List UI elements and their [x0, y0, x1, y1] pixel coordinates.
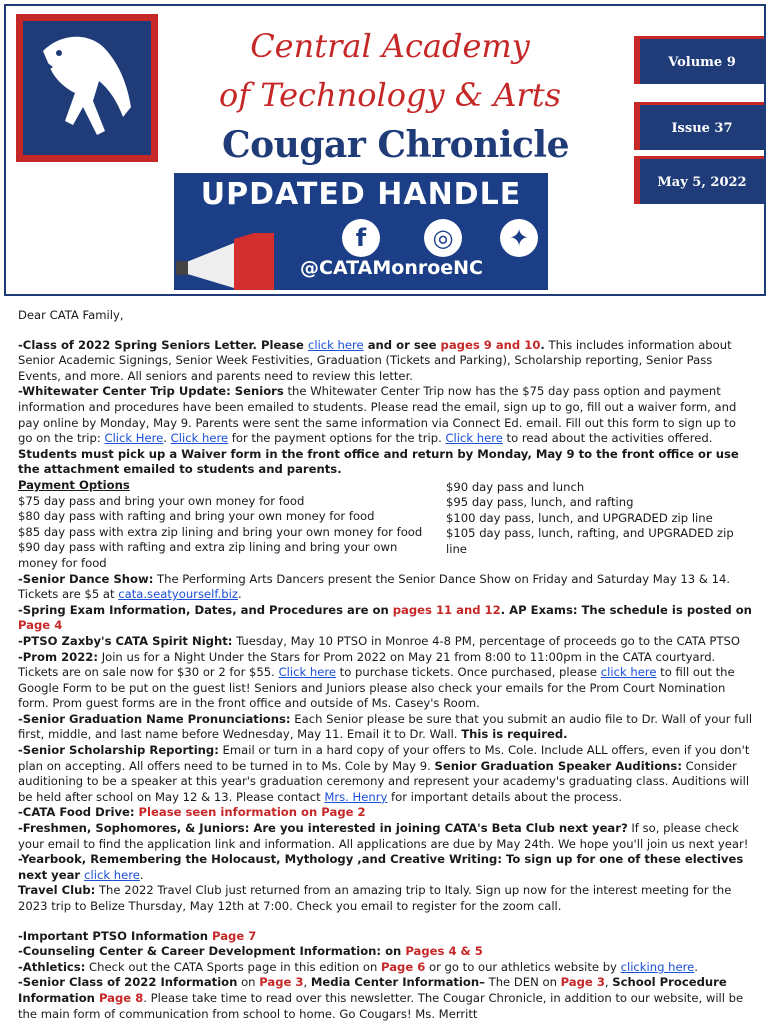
title-line-2: of Technology & Arts	[218, 76, 562, 114]
greeting: Dear CATA Family,	[18, 308, 124, 322]
payment-option: $85 day pass with extra zip lining and bring your own money for food	[18, 524, 423, 539]
electives-link[interactable]: click here	[84, 867, 140, 882]
scholarship-reporting: -Senior Scholarship Reporting: Email or turn in a hard copy of your offers to Ms. Cole. Include ALL offers, even if you don't plan on accepting. All offers need to be turned in to Ms. Cole by May 9. Senior Graduation Speaker Auditions: Consider auditioning to be a speaker at this year's graduation ceremony and represent your academy's graduating class. Auditions will be held after school on May 12 & 13. Please contact Mrs. Henry for important details about the process.	[18, 743, 750, 804]
payment-options-right	[446, 480, 754, 558]
beta-club: -Freshmen, Sophomores, & Juniors: Are you interested in joining CATA's Beta Club next year? If so, please check your email to find the application link and information. All applications are due by May 24th. We hope you'll join us next year!	[18, 821, 749, 851]
athletics-link[interactable]: clicking here	[620, 959, 695, 974]
whitewater-payment-link[interactable]: Click here	[170, 431, 229, 446]
senior-dance-show: -Senior Dance Show: The Performing Arts Dancers present the Senior Dance Show on Friday and Saturday May 13 & 14. Tickets are $5 at cata.seatyourself.biz.	[18, 571, 731, 602]
whitewater-update: -Whitewater Center Trip Update: Seniors the Whitewater Center Trip now has the $75 day pass option and payment information and procedures have been emailed to students. Please read the email, sign up to go, fill out a waiver form, and pay online by Monday, May 9. Parents were sent the same information via Connect Ed. email. Fill out this form to sign up to go on the trip: Click Here. Click here for the payment options for the trip. Click here to read about the activities offered. Students must pick up a Waiver form in the front office and return by Monday, May 9 to the front office or use the attachment emailed to students and parents.	[18, 384, 739, 477]
prom-form-link[interactable]: click here	[600, 665, 657, 680]
payment-option: $95 day pass, lunch, and rafting	[446, 495, 634, 510]
payment-option: $90 day pass with rafting and extra zip lining and bring your own money for food	[18, 540, 398, 570]
payment-option: $105 day pass, lunch, rafting, and UPGRADED zip line	[446, 526, 734, 556]
prom-tickets-link[interactable]: Click here	[278, 665, 336, 680]
ptso-info: -Important PTSO Information Page 7	[18, 928, 257, 943]
cougar-icon	[23, 21, 151, 155]
prom-2022: -Prom 2022: Join us for a Night Under the Stars for Prom 2022 on May 21 from 8:00 to 11:00pm in the CATA courtyard. Tickets are on sale now for $30 or 2 for $55. Click here to purchase tickets. Once purchased, please click here to fill out the Google Form to be put on the guest list! Seniors and Juniors please also check your emails for the Prom Court Nomination form. Prom guest forms are in the front office and outside of Ms. Casey's Room.	[18, 649, 735, 711]
payment-option: $100 day pass, lunch, and UPGRADED zip line	[446, 510, 713, 525]
electives-signup: -Yearbook, Remembering the Holocaust, Mythology ,and Creative Writing: To sign up for one of these electives next year click here.	[18, 852, 744, 882]
spring-exams: -Spring Exam Information, Dates, and Procedures are on pages 11 and 12. AP Exams: The schedule is posted on Page 4	[18, 602, 752, 633]
name-pronunciations: -Senior Graduation Name Pronunciations: Each Senior please be sure that you submit an audio file to Dr. Wall of your full first, middle, and last name before Wednesday, May 11. Email it to Dr. Wall. This is required.	[18, 711, 753, 742]
seniors-letter-link[interactable]: click here	[307, 337, 364, 352]
updated-handle-banner	[174, 173, 548, 290]
volume-badge: Volume 9	[634, 36, 764, 84]
payment-options-heading: Payment Options	[18, 477, 130, 492]
instagram-icon: ◎	[424, 219, 462, 257]
cougar-logo	[16, 14, 158, 162]
counseling-info: -Counseling Center & Career Development Information: on Pages 4 & 5	[18, 944, 483, 959]
issue-badge: Issue 37	[634, 102, 764, 150]
payment-option: $75 day pass and bring your own money for food	[18, 493, 305, 508]
payment-option: $80 day pass with rafting and bring your own money for food	[18, 509, 375, 524]
newsletter-name: Cougar Chronicle	[222, 124, 569, 166]
athletics-info: -Athletics: Check out the CATA Sports page in this edition on Page 6 or go to our athletics website by clicking here.	[18, 959, 698, 974]
newsletter-body	[18, 308, 754, 1022]
social-handle: @CATAMonroeNC	[300, 257, 484, 279]
date-badge: May 5, 2022	[634, 156, 764, 204]
closing-note: -Senior Class of 2022 Information on Page 3, Media Center Information– The DEN on Page 3, School Procedure Information Page 8. Please take time to read over this newsletter. The Cougar Chronicle, in addition to our website, will be the main form of communication from school to home. Go Cougars! Ms. Merritt	[18, 975, 744, 1021]
banner-heading: UPDATED HANDLE	[200, 177, 522, 212]
megaphone-icon	[174, 233, 304, 290]
tickets-link[interactable]: cata.seatyourself.biz	[118, 587, 238, 602]
ptso-spirit-night: -PTSO Zaxby's CATA Spirit Night: Tuesday, May 10 PTSO in Monroe 4-8 PM, percentage of proceeds go to the CATA PTSO	[18, 633, 740, 648]
mrs-henry-link[interactable]: Mrs. Henry	[324, 789, 388, 804]
payment-option: $90 day pass and lunch	[446, 479, 585, 494]
travel-club: Travel Club: The 2022 Travel Club just returned from an amazing trip to Italy. Sign up now for the interest meeting for the 2023 trip to Belize Thursday, May 12th at 7:00. Check you email to register for the zoom call.	[18, 883, 732, 913]
facebook-icon: f	[342, 219, 380, 257]
title-line-1: Central Academy	[250, 27, 530, 65]
seniors-letter: -Class of 2022 Spring Seniors Letter. Please click here and or see pages 9 and 10. This includes information about Senior Academic Signings, Senior Week Festivities, Graduation (Tickets and Parking), Scholarship reporting, Senior Pass Events, and more. All seniors and parents need to review this letter.	[18, 337, 732, 383]
payment-options-left	[18, 494, 438, 572]
whitewater-activities-link[interactable]: Click here	[445, 431, 503, 446]
whitewater-signup-link[interactable]: Click Here	[104, 431, 164, 446]
food-drive: -CATA Food Drive: Please seen information on Page 2	[18, 805, 366, 820]
twitter-icon: ✦	[500, 219, 538, 257]
